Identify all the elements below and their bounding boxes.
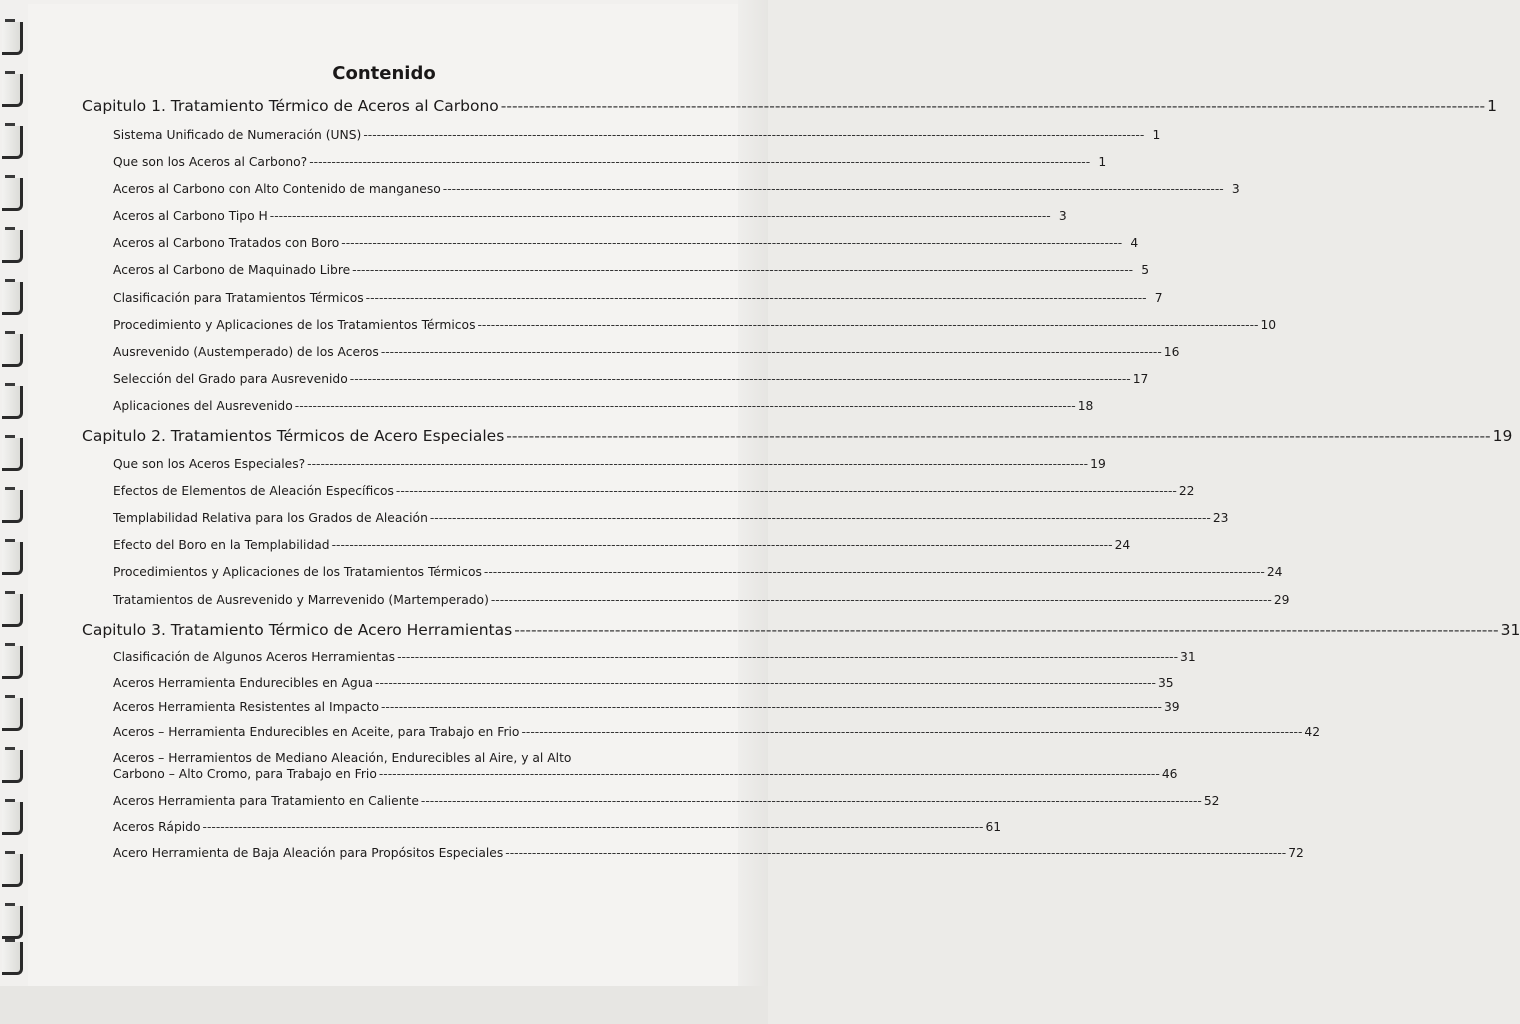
toc-page-number: 24: [1266, 565, 1283, 579]
toc-page-number: 17: [1132, 372, 1149, 386]
toc-page-number: 19: [1090, 457, 1106, 471]
toc-item-label: Aceros Herramienta Resistentes al Impacto: [113, 700, 379, 714]
toc-chapter-2[interactable]: [82, 427, 1513, 445]
toc-item[interactable]: [113, 676, 1174, 690]
toc-item[interactable]: [113, 209, 1067, 223]
toc-page-number: 39: [1163, 700, 1180, 714]
dot-leader: --------------------------------------------------------------------------------------------------------------------------------------------------------------------------------: [349, 372, 1131, 386]
dot-leader: --------------------------------------------------------------------------------------------------------------------------------------------------------------------------------: [294, 399, 1076, 413]
dot-leader: --------------------------------------------------------------------------------------------------------------------------------------------------------------------------------: [363, 128, 1145, 142]
toc-item[interactable]: [113, 820, 1002, 834]
toc-page-number: 29: [1273, 593, 1290, 607]
toc-item-label: Que son los Aceros Especiales?: [113, 457, 306, 471]
toc-chapter-3[interactable]: [82, 621, 1520, 639]
dot-leader: --------------------------------------------------------------------------------------------------------------------------------------------------------------------------------: [429, 511, 1211, 525]
toc-item-label: Acero Herramienta de Baja Aleación para Propósitos Especiales: [113, 846, 504, 860]
dot-leader: --------------------------------------------------------------------------------------------------------------------------------------------------------------------------------: [500, 97, 1486, 115]
toc-chapter-label: Capitulo 2. Tratamientos Térmicos de Acero Especiales: [82, 427, 505, 445]
toc-item-label: Aceros al Carbono con Alto Contenido de manganeso: [113, 182, 441, 196]
toc-item-label: Ausrevenido (Austemperado) de los Aceros: [113, 345, 379, 359]
dot-leader: --------------------------------------------------------------------------------------------------------------------------------------------------------------------------------: [483, 565, 1265, 579]
toc-item[interactable]: [113, 794, 1220, 808]
toc-page-number: 1: [1152, 128, 1161, 142]
toc-page-number: 23: [1212, 511, 1229, 525]
dot-leader: --------------------------------------------------------------------------------------------------------------------------------------------------------------------------------: [365, 291, 1147, 305]
toc-item-label: Aceros al Carbono Tratados con Boro: [113, 236, 340, 250]
dot-leader: --------------------------------------------------------------------------------------------------------------------------------------------------------------------------------: [381, 700, 1162, 714]
toc-item-label: Selección del Grado para Ausrevenido: [113, 372, 348, 386]
toc-item[interactable]: [113, 511, 1229, 525]
toc-item[interactable]: [113, 538, 1131, 552]
toc-page-number: 61: [985, 820, 1002, 834]
toc-item[interactable]: [113, 700, 1180, 714]
toc-page-number: 31: [1500, 621, 1520, 639]
toc-item[interactable]: [113, 318, 1277, 332]
toc-item[interactable]: [113, 291, 1163, 305]
toc-page-number: 5: [1141, 263, 1150, 277]
toc-item-label: Aceros – Herramientos de Mediano Aleación, Endurecibles al Aire, y al Alto: [113, 751, 572, 765]
toc-item-label: Aceros – Herramienta Endurecibles en Aceite, para Trabajo en Frio: [113, 725, 520, 739]
toc-item[interactable]: [113, 484, 1195, 498]
dot-leader: --------------------------------------------------------------------------------------------------------------------------------------------------------------------------------: [420, 794, 1202, 808]
toc-item-label-continued: Carbono – Alto Cromo, para Trabajo en Frio: [113, 767, 377, 781]
toc-chapter-label: Capitulo 1. Tratamiento Térmico de Aceros al Carbono: [82, 97, 499, 115]
dot-leader: --------------------------------------------------------------------------------------------------------------------------------------------------------------------------------: [378, 767, 1160, 781]
dot-leader: --------------------------------------------------------------------------------------------------------------------------------------------------------------------------------: [490, 593, 1272, 607]
toc-page-number: 7: [1154, 291, 1163, 305]
toc-item[interactable]: [113, 155, 1107, 169]
toc-item-label: Procedimientos y Aplicaciones de los Tratamientos Térmicos: [113, 565, 482, 579]
dot-leader: --------------------------------------------------------------------------------------------------------------------------------------------------------------------------------: [506, 427, 1491, 445]
toc-page-number: 22: [1178, 484, 1195, 498]
dot-leader: --------------------------------------------------------------------------------------------------------------------------------------------------------------------------------: [397, 650, 1179, 664]
toc-page-number: 35: [1157, 676, 1174, 690]
toc-item[interactable]: [113, 372, 1149, 386]
toc-page-number: 31: [1180, 650, 1196, 664]
toc-item[interactable]: [113, 650, 1196, 664]
toc-item-label: Que son los Aceros al Carbono?: [113, 155, 308, 169]
toc-page-number: 3: [1058, 209, 1067, 223]
dot-leader: --------------------------------------------------------------------------------------------------------------------------------------------------------------------------------: [269, 209, 1051, 223]
toc-page-number: 16: [1163, 345, 1180, 359]
dot-leader: --------------------------------------------------------------------------------------------------------------------------------------------------------------------------------: [341, 236, 1123, 250]
dot-leader: --------------------------------------------------------------------------------------------------------------------------------------------------------------------------------: [395, 484, 1177, 498]
toc-item-label: Tratamientos de Ausrevenido y Marrevenido (Martemperado): [113, 593, 489, 607]
toc-item[interactable]: [113, 457, 1106, 471]
toc-item-label: Sistema Unificado de Numeración (UNS): [113, 128, 362, 142]
dot-leader: --------------------------------------------------------------------------------------------------------------------------------------------------------------------------------: [514, 621, 1499, 639]
toc-page-number: 18: [1077, 399, 1094, 413]
toc-page-number: 24: [1114, 538, 1131, 552]
toc-item-label: Templabilidad Relativa para los Grados de Aleación: [113, 511, 428, 525]
toc-item-label: Aceros Rápido: [113, 820, 201, 834]
toc-item-label: Aceros Herramienta para Tratamiento en Caliente: [113, 794, 419, 808]
toc-page-number: 46: [1161, 767, 1178, 781]
toc-item-label: Aplicaciones del Ausrevenido: [113, 399, 293, 413]
toc-item-label: Aceros Herramienta Endurecibles en Agua: [113, 676, 374, 690]
dot-leader: --------------------------------------------------------------------------------------------------------------------------------------------------------------------------------: [521, 725, 1303, 739]
toc-page-number: 72: [1288, 846, 1304, 860]
toc-item[interactable]: [113, 751, 1178, 781]
toc-item-label: Clasificación para Tratamientos Térmicos: [113, 291, 364, 305]
dot-leader: --------------------------------------------------------------------------------------------------------------------------------------------------------------------------------: [309, 155, 1091, 169]
dot-leader: --------------------------------------------------------------------------------------------------------------------------------------------------------------------------------: [352, 263, 1134, 277]
toc-item[interactable]: [113, 345, 1180, 359]
dot-leader: --------------------------------------------------------------------------------------------------------------------------------------------------------------------------------: [307, 457, 1089, 471]
toc-item[interactable]: [113, 182, 1240, 196]
toc-page-number: 3: [1231, 182, 1240, 196]
dot-leader: --------------------------------------------------------------------------------------------------------------------------------------------------------------------------------: [375, 676, 1156, 690]
dot-leader: --------------------------------------------------------------------------------------------------------------------------------------------------------------------------------: [331, 538, 1113, 552]
toc-item-label: Efectos de Elementos de Aleación Específicos: [113, 484, 394, 498]
toc-page-number: 1: [1098, 155, 1107, 169]
toc-item[interactable]: [113, 399, 1094, 413]
toc-item-label: Efecto del Boro en la Templabilidad: [113, 538, 330, 552]
toc-page-number: 52: [1203, 794, 1220, 808]
toc-item-label: Procedimiento y Aplicaciones de los Tratamientos Térmicos: [113, 318, 476, 332]
toc-page-number: 19: [1492, 427, 1513, 445]
toc-chapter-1[interactable]: [82, 97, 1498, 115]
toc-item[interactable]: [113, 236, 1139, 250]
dot-leader: --------------------------------------------------------------------------------------------------------------------------------------------------------------------------------: [477, 318, 1259, 332]
toc-item[interactable]: [113, 565, 1283, 579]
toc-item[interactable]: [113, 128, 1161, 142]
toc-page-number: 1: [1487, 97, 1498, 115]
dot-leader: --------------------------------------------------------------------------------------------------------------------------------------------------------------------------------: [505, 846, 1287, 860]
toc-item[interactable]: [113, 263, 1150, 277]
toc-item-label: Aceros al Carbono de Maquinado Libre: [113, 263, 351, 277]
dot-leader: --------------------------------------------------------------------------------------------------------------------------------------------------------------------------------: [442, 182, 1224, 196]
toc-item[interactable]: [113, 593, 1290, 607]
dot-leader: --------------------------------------------------------------------------------------------------------------------------------------------------------------------------------: [202, 820, 984, 834]
toc-page-number: 42: [1304, 725, 1321, 739]
toc-page-number: 4: [1130, 236, 1139, 250]
page-title: Contenido: [332, 63, 436, 84]
toc-item-label: Aceros al Carbono Tipo H: [113, 209, 268, 223]
toc-item[interactable]: [113, 846, 1304, 860]
toc-item[interactable]: [113, 725, 1321, 739]
toc-item-label: Clasificación de Algunos Aceros Herramientas: [113, 650, 396, 664]
toc-chapter-label: Capitulo 3. Tratamiento Térmico de Acero Herramientas: [82, 621, 513, 639]
toc-page-number: 10: [1260, 318, 1277, 332]
dot-leader: --------------------------------------------------------------------------------------------------------------------------------------------------------------------------------: [380, 345, 1162, 359]
